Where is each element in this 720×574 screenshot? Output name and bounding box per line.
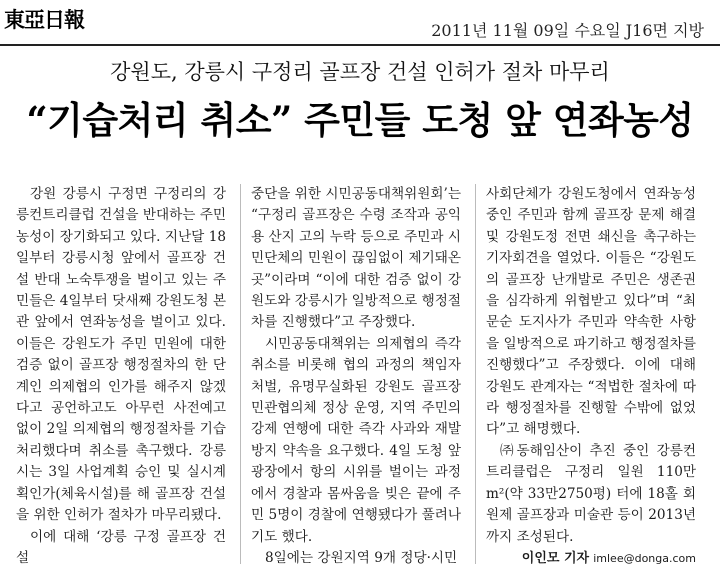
reporter-email: imlee@donga.com xyxy=(593,551,696,565)
reporter-name: 이인모 기자 xyxy=(521,550,590,566)
article-column-2 xyxy=(251,184,461,569)
paragraph: 8일에는 강원지역 9개 정당·시민 xyxy=(265,549,458,566)
article-column-1 xyxy=(16,184,226,569)
column-divider xyxy=(240,184,241,564)
masthead xyxy=(0,0,720,52)
article-column-3 xyxy=(486,184,696,569)
paragraph: 중단을 위한 시민공동대책위원회’는 “구정리 골프장은 수령 조작과 공익용 산지 고의 누락 등으로 주민과 시민단체의 민원이 끊임없이 제기돼온 곳”이라며 “이에 대한 검증 없이 강원도와 강릉시가 일방적으로 행정절차를 진행했다”고 주장했다. xyxy=(251,186,461,331)
article-subhead: 강원도, 강릉시 구정리 골프장 건설 인허가 절차 마무리 xyxy=(110,60,610,84)
paragraph: ㈜동해임산이 추진 중인 강릉컨트리클럽은 구정리 일원 110만 m²(약 33만2750평) 터에 18홀 회원제 골프장과 미술관 등이 2013년까지 조성된다. xyxy=(486,442,696,545)
newspaper-logo: 東亞日報 xyxy=(4,7,84,32)
article-headline: “기습처리 취소” 주민들 도청 앞 연좌농성 xyxy=(26,98,694,142)
paragraph: 이에 대해 ‘강릉 구정 골프장 건설 xyxy=(16,528,226,566)
paragraph: 사회단체가 강원도청에서 연좌농성 중인 주민과 함께 골프장 문제 해결 및 강원도정 전면 쇄신을 촉구하는 기자회견을 열었다. 이들은 “강원도의 골프장 난개발로 주민은 생존권을 심각하게 위협받고 있다”며 “최문순 도지사가 주민과 약속한 사항을 일방적으로 파기하고 행정절차를 진행했다”고 주장했다. 이에 대해 강원도 관계자는 “적법한 절차에 따라 행정절차를 진행할 수밖에 없었다”고 해명했다. xyxy=(486,186,696,438)
dateline: 2011년 11월 09일 수요일 J16면 지방 xyxy=(431,21,704,40)
byline xyxy=(486,548,696,569)
paragraph: 시민공동대책위는 의제협의 즉각 취소를 비롯해 협의 과정의 책임자 처벌, 유명무실화된 강원도 골프장 민관협의체 정상 운영, 지역 주민의 강제 연행에 대한 즉각 사과와 재발 방지 약속을 요구했다. 4일 도청 앞 광장에서 항의 시위를 벌이는 과정에서 경찰과 몸싸움을 빚은 끝에 주민 5명이 경찰에 연행됐다가 풀려나기도 했다. xyxy=(251,335,461,545)
paragraph: 강원 강릉시 구정면 구정리의 강릉컨트리클럽 건설을 반대하는 주민 농성이 장기화되고 있다. 지난달 18일부터 강릉시청 앞에서 골프장 건설 반대 노숙투쟁을 벌이고 있는 주민들은 4일부터 닷새째 강원도청 본관 앞에서 연좌농성을 벌이고 있다. 이들은 강원도가 주민 민원에 대한 검증 없이 골프장 행정절차의 한 단계인 의제협의 인가를 해주지 않겠다고 공언하고도 아무런 사전예고 없이 2일 의제협의 행정절차를 기습처리했다며 취소를 촉구했다. 강릉시는 3일 사업계획 승인 및 실시계획인가(체육시설)를 해 골프장 건설을 위한 인허가 절차가 마무리됐다. xyxy=(16,186,226,524)
masthead-rule xyxy=(0,44,720,46)
column-divider xyxy=(475,184,476,564)
